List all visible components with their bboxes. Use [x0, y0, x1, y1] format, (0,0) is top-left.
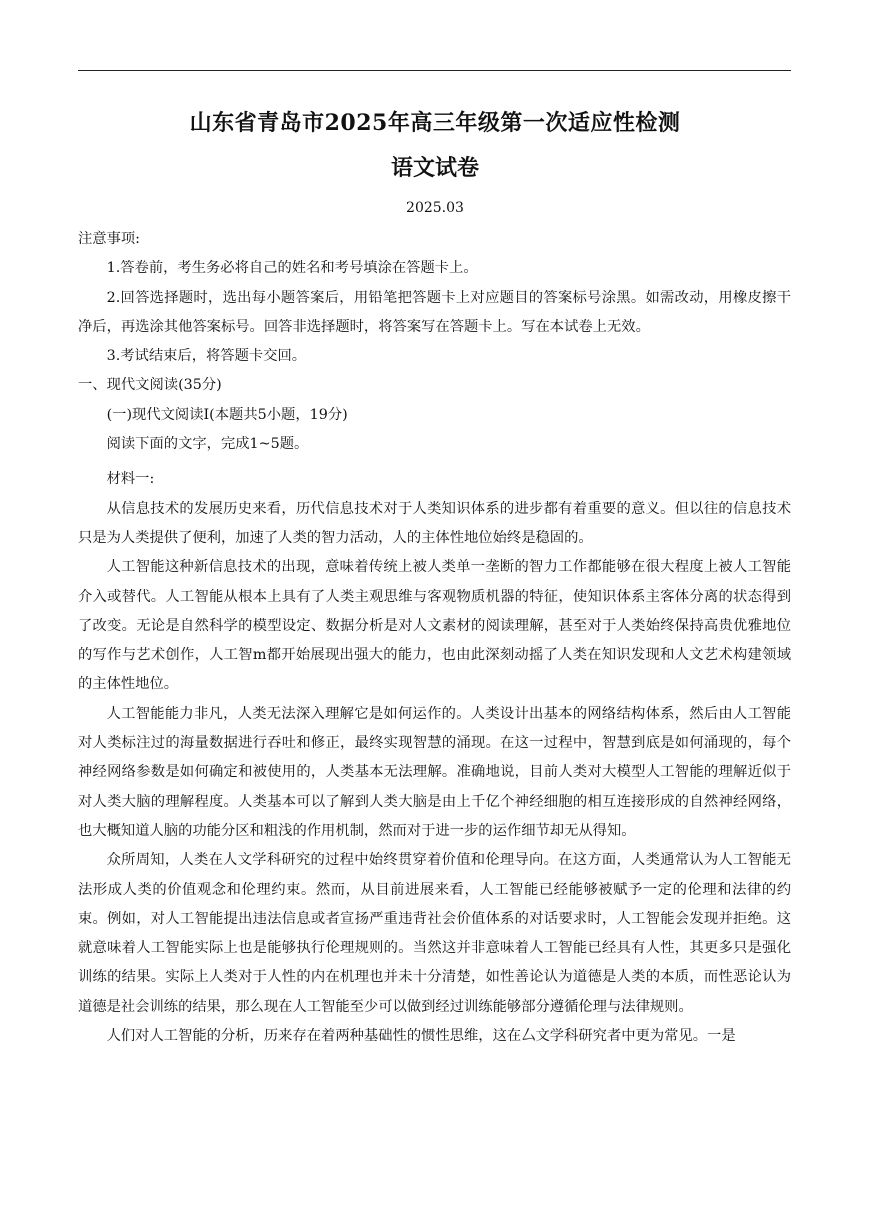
notice-item-2: 2.回答选择题时，选出每小题答案后，用铅笔把答题卡上对应题目的答案标号涂黑。如需改动，用橡皮擦干净后，再选涂其他答案标号。回答非选择题时，将答案写在答题卡上。写在本试卷上无效。 [78, 289, 791, 335]
section-heading: 一、现代文阅读(35分) [78, 377, 222, 394]
top-divider [78, 70, 791, 71]
material-label: 材料一: [106, 471, 155, 488]
material-paragraph-2: 人工智能这种新信息技术的出现，意味着传统上被人类单一垄断的智力工作都能够在很大程度上被人工智能介入或替代。人工智能从根本上具有了人类主观思维与客观物质机器的特征，使知识体系主客体分离的状态得到了改变。无论是自然科学的模型设定、数据分析是对人文素材的阅读理解，甚至对于人类始终保持高贵优雅地位的写作与艺术创作，人工智m都开始展现出强大的能力，也由此深刻动摇了人类在知识发现和人文艺术构建领域的主体性地位。 [78, 559, 791, 693]
material-paragraph-5: 人们对人工智能的分析，历来存在着两种基础性的惯性思维，这在厶文学科研究者中更为常见。一是 [106, 1028, 736, 1045]
material-paragraph-3: 人工智能能力非凡，人类无法深入理解它是如何运作的。人类设计出基本的网络结构体系，然后由人工智能对人类标注过的海量数据进行吞吐和修正，最终实现智慧的涌现。在这一过程中，智慧到底是如何涌现的，每个神经网络参数是如何确定和被使用的，人类基本无法理解。准确地说，目前人类对大模型人工智能的理解近似于对人类大脑的理解程度。人类基本可以了解到人类大脑是由上千亿个神经细胞的相互连接形成的自然神经网络，也大概知道人脑的功能分区和粗浅的作用机制，然而对于进一步的运作细节却无从得知。 [78, 705, 791, 839]
exam-body [78, 225, 791, 1051]
notice-item-3: 3.考试结束后，将答题卡交回。 [106, 348, 307, 365]
exam-date: 2025.03 [406, 200, 464, 216]
exam-title: 山东省青岛市2025年高三年级第一次适应性检测 [189, 110, 681, 136]
notice-heading: 注意事项: [78, 231, 141, 247]
material-paragraph-1: 从信息技术的发展历史来看，历代信息技术对于人类知识体系的进步都有着重要的意义。但以往的信息技术只是为人类提供了便利，加速了人类的智力活动，人的主体性地位始终是稳固的。 [78, 500, 791, 546]
notice-item-1: 1.答卷前，考生务必将自己的姓名和考号填涂在答题卡上。 [106, 260, 478, 277]
material-paragraph-4: 众所周知，人类在人文学科研究的过程中始终贯穿着价值和伦理导向。在这方面，人类通常认为人工智能无法形成人类的价值观念和伦理约束。然而，从目前进展来看，人工智能已经能够被赋予一定的伦理和法律的约束。例如，对人工智能提出违法信息或者宣扬严重违背社会价值体系的对话要求时，人工智能会发现并拒绝。这就意味着人工智能实际上也是能够执行伦理规则的。当然这并非意味着人工智能已经具有人性，其更多只是强化训练的结果。实际上人类对于人性的内在机理也并未十分清楚，如性善论认为道德是人类的本质，而性恶论认为道德是社会训练的结果，那么现在人工智能至少可以做到经过训练能够部分遵循伦理与法律规则。 [78, 852, 791, 1015]
section-sub-heading: (一)现代文阅读Ⅰ(本题共5小题，19分) [106, 406, 348, 423]
reading-instruction: 阅读下面的文字，完成1~5题。 [106, 436, 309, 453]
exam-subtitle: 语文试卷 [390, 155, 479, 181]
